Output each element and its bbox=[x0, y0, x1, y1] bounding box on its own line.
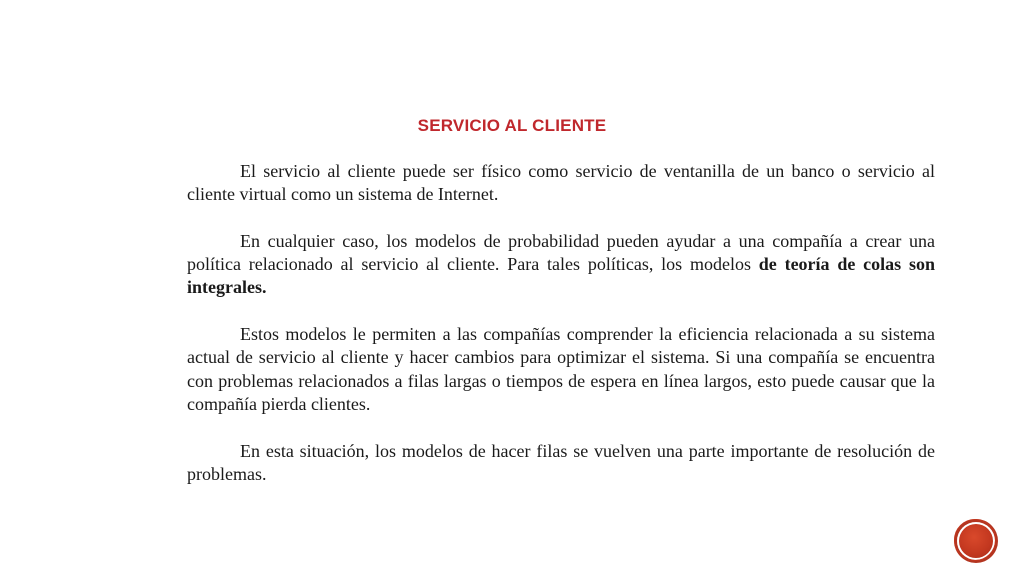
paragraph-3-text: Estos modelos le permiten a las compañías comprender la eficiencia relacionada a su sistema actual de servicio al cliente y hacer cambios para optimizar el sistema. Si una compañía se encuentra con problemas relacionados a filas largas o tiempos de espera en línea largos, esto puede causar que la compañía pierda clientes. bbox=[187, 324, 935, 414]
paragraph-4-text: En esta situación, los modelos de hacer filas se vuelven una parte importante de resolución de problemas. bbox=[187, 440, 935, 484]
slide-title: SERVICIO AL CLIENTE bbox=[417, 116, 607, 135]
paragraph-2 bbox=[187, 230, 935, 300]
paragraph-2-text: En cualquier caso, los modelos de probabilidad pueden ayudar a una compañía a crear una política relacionado al servicio al cliente. Para tales políticas, los modelos bbox=[187, 230, 935, 275]
slide-number-badge-icon bbox=[957, 522, 995, 560]
paragraph-1 bbox=[187, 160, 935, 207]
paragraph-3 bbox=[187, 323, 935, 416]
paragraph-2-bold-text: de teoría de colas son integrales. bbox=[187, 254, 935, 298]
slide-body bbox=[187, 160, 935, 486]
paragraph-1-text: El servicio al cliente puede ser físico como servicio de ventanilla de un banco o servicio al cliente virtual como un sistema de Internet. bbox=[187, 161, 935, 205]
paragraph-4 bbox=[187, 440, 935, 487]
